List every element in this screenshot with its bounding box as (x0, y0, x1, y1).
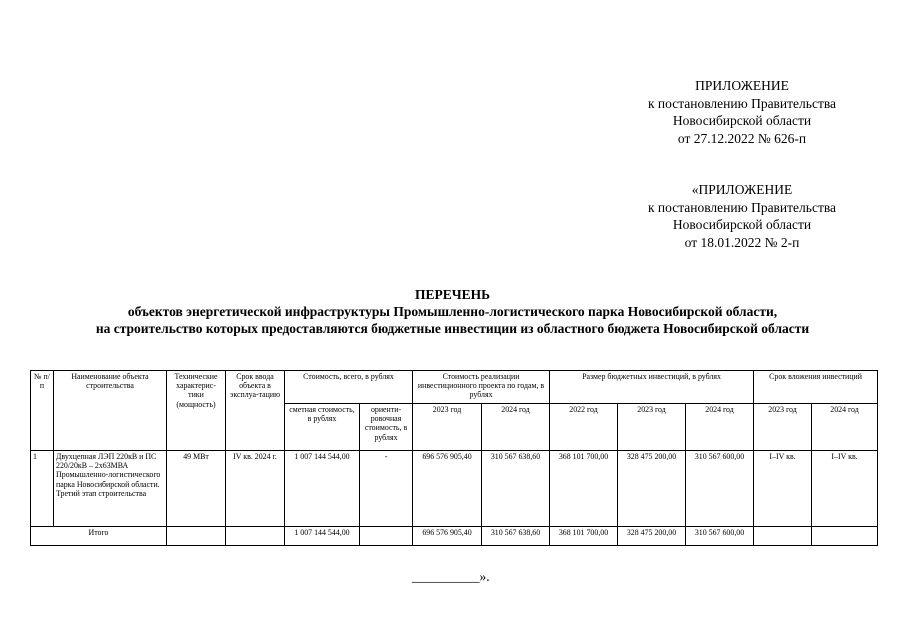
appendix-line: Новосибирской области (672, 113, 812, 128)
cell-budget-2022: 368 101 700,00 (550, 451, 618, 527)
cell-budget-2024: 310 567 600,00 (686, 451, 754, 527)
appendix-date: от 18.01.2022 № 2-п (684, 234, 800, 250)
header-term: Срок ввода объекта в эксплуа-тацию (226, 371, 285, 451)
header-num: № п/п (31, 371, 54, 451)
total-project-2024: 310 567 638,60 (482, 527, 550, 546)
header-budget-2022: 2022 год (550, 404, 618, 451)
investment-table (30, 370, 878, 546)
total-empty (226, 527, 285, 546)
total-budget-2022: 368 101 700,00 (550, 527, 618, 546)
appendix-title: «ПРИЛОЖЕНИЕ (691, 182, 793, 197)
cell-project-2024: 310 567 638,60 (482, 451, 550, 527)
header-project-2023: 2023 год (413, 404, 482, 451)
cell-invest-2024: I–IV кв. (812, 451, 878, 527)
cell-budget-2023: 328 475 200,00 (618, 451, 686, 527)
appendix-title: ПРИЛОЖЕНИЕ (695, 78, 789, 93)
header-name: Наименование объекта строительства (54, 371, 167, 451)
document-heading (0, 286, 905, 337)
header-cost-estimate: сметная стоимость, в рублях (285, 404, 360, 451)
header-invest-2024: 2024 год (812, 404, 878, 451)
cell-tech: 49 МВт (167, 451, 226, 527)
total-empty (167, 527, 226, 546)
appendix-date: от 27.12.2022 № 626-п (677, 130, 807, 146)
header-cost-approx: ориенти-ровочная стоимость, в рублях (360, 404, 413, 451)
appendix-line: Новосибирской области (672, 217, 812, 232)
total-budget-2024: 310 567 600,00 (686, 527, 754, 546)
cell-num: 1 (31, 451, 54, 527)
total-empty (812, 527, 878, 546)
cell-cost-approx: - (360, 451, 413, 527)
cell-name: Двухцепная ЛЭП 220кВ и ПС 220/20кВ – 2х63МВА Промышленно-логистического парка Новосибирской области. Третий этап строительства (54, 451, 167, 527)
cell-cost-estimate: 1 007 144 544,00 (285, 451, 360, 527)
header-project-2024: 2024 год (482, 404, 550, 451)
header-cost-total: Стоимость, всего, в рублях (285, 371, 413, 404)
appendix-line: к постановлению Правительства (647, 95, 837, 111)
header-budget-2024: 2024 год (686, 404, 754, 451)
header-invest-2023: 2023 год (754, 404, 812, 451)
total-project-2023: 696 576 905,40 (413, 527, 482, 546)
header-project-cost: Стоимость реализации инвестиционного проекта по годам, в рублях (413, 371, 550, 404)
header-budget: Размер бюджетных инвестиций, в рублях (550, 371, 754, 404)
header-budget-2023: 2023 год (618, 404, 686, 451)
appendix-block-original (612, 181, 872, 251)
header-tech: Технические характерис-тики (мощность) (167, 371, 226, 451)
total-empty (754, 527, 812, 546)
appendix-block-current (612, 77, 872, 147)
table-row (31, 451, 878, 527)
heading-line: на строительство которых предоставляются бюджетные инвестиции из областного бюджета Новосибирской области (95, 321, 810, 336)
header-invest-term: Срок вложения инвестиций (754, 371, 878, 404)
cell-invest-2023: I–IV кв. (754, 451, 812, 527)
heading-title: ПЕРЕЧЕНЬ (414, 287, 491, 302)
heading-line: объектов энергетической инфраструктуры Промышленно-логистического парка Новосибирской области, (127, 304, 778, 319)
cell-term: IV кв. 2024 г. (226, 451, 285, 527)
table-header-row (31, 371, 878, 404)
total-cost-estimate: 1 007 144 544,00 (285, 527, 360, 546)
closing-mark: __________». (412, 569, 490, 584)
cell-project-2023: 696 576 905,40 (413, 451, 482, 527)
total-budget-2023: 328 475 200,00 (618, 527, 686, 546)
total-empty (360, 527, 413, 546)
total-label: Итого (31, 527, 167, 546)
table-total-row (31, 527, 878, 546)
appendix-line: к постановлению Правительства (647, 199, 837, 215)
